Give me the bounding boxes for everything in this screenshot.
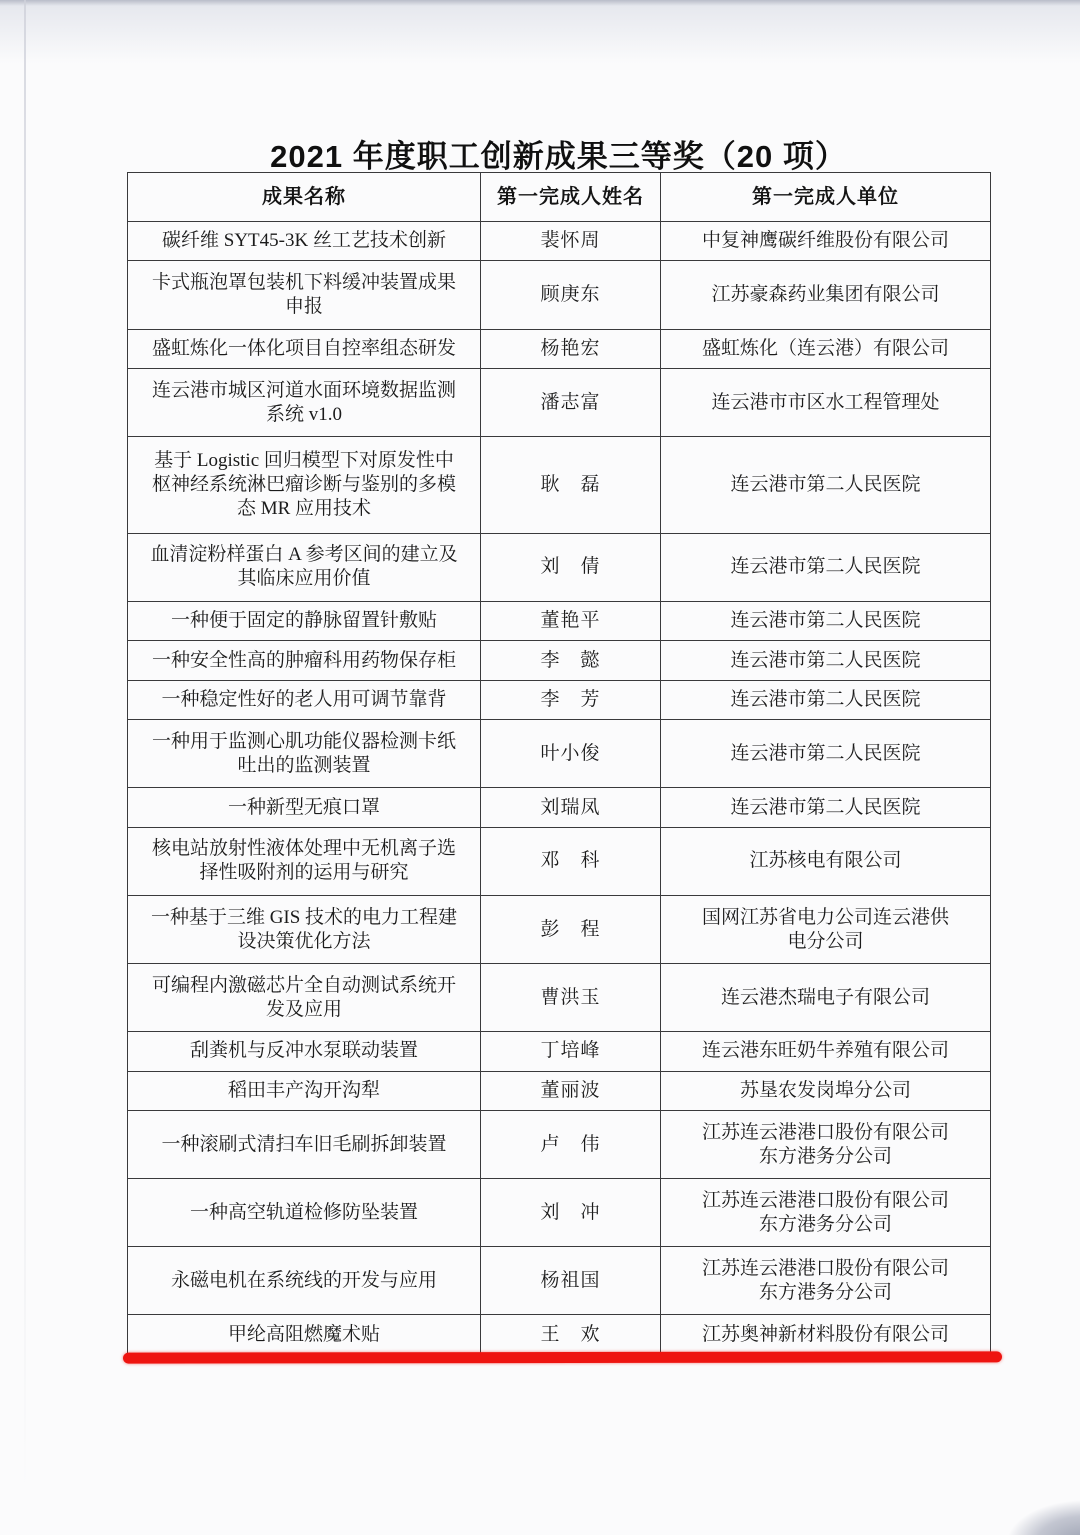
- name-cell: 邓 科: [481, 827, 661, 895]
- achievement-cell: 可编程内激磁芯片全自动测试系统开发及应用: [128, 964, 481, 1032]
- name-cell: 叶小俊: [481, 720, 661, 788]
- name-cell: 杨艳宏: [481, 329, 661, 368]
- unit-cell: 连云港市第二人民医院: [661, 788, 991, 827]
- achievement-cell: 卡式瓶泡罩包装机下料缓冲装置成果申报: [128, 261, 481, 329]
- table-row: [128, 222, 991, 261]
- name-cell: 丁培峰: [481, 1032, 661, 1071]
- unit-cell: 连云港市第二人民医院: [661, 720, 991, 788]
- unit-cell: 连云港市第二人民医院: [661, 533, 991, 601]
- table-row: [128, 437, 991, 534]
- table-row: [128, 964, 991, 1032]
- achievement-cell: 甲纶高阻燃魔术贴: [128, 1315, 481, 1355]
- name-cell: 耿 磊: [481, 437, 661, 534]
- unit-cell: 中复神鹰碳纤维股份有限公司: [661, 222, 991, 261]
- table-row: [128, 1071, 991, 1110]
- table-row: [128, 788, 991, 827]
- unit-cell: 盛虹炼化（连云港）有限公司: [661, 329, 991, 368]
- award-table: [127, 172, 991, 1355]
- header-row: [128, 173, 991, 222]
- unit-cell: 连云港市第二人民医院: [661, 602, 991, 641]
- unit-cell: 江苏奥神新材料股份有限公司: [661, 1315, 991, 1355]
- name-cell: 裴怀周: [481, 222, 661, 261]
- table-row: [128, 895, 991, 963]
- achievement-cell: 基于 Logistic 回归模型下对原发性中枢神经系统淋巴瘤诊断与鉴别的多模态 MR 应用技术: [128, 437, 481, 534]
- unit-cell: 江苏豪森药业集团有限公司: [661, 261, 991, 329]
- name-cell: 顾庚东: [481, 261, 661, 329]
- page-title: 2021 年度职工创新成果三等奖（20 项）: [270, 139, 847, 174]
- unit-cell: 江苏连云港港口股份有限公司东方港务分公司: [661, 1179, 991, 1247]
- achievement-cell: 一种基于三维 GIS 技术的电力工程建设决策优化方法: [128, 895, 481, 963]
- name-cell: 董艳平: [481, 602, 661, 641]
- achievement-cell: 一种新型无痕口罩: [128, 788, 481, 827]
- name-cell: 李 懿: [481, 641, 661, 680]
- table-row: [128, 827, 991, 895]
- name-cell: 李 芳: [481, 680, 661, 719]
- award-table-wrap: [127, 172, 991, 1355]
- column-header-0: 成果名称: [128, 173, 481, 222]
- unit-cell: 江苏核电有限公司: [661, 827, 991, 895]
- achievement-cell: 一种滚刷式清扫车旧毛刷拆卸装置: [128, 1111, 481, 1179]
- table-row: [128, 641, 991, 680]
- scan-left-edge-line: [24, 0, 26, 1490]
- table-row: [128, 368, 991, 436]
- unit-cell: 连云港杰瑞电子有限公司: [661, 964, 991, 1032]
- table-row: [128, 533, 991, 601]
- achievement-cell: 连云港市城区河道水面环境数据监测系统 v1.0: [128, 368, 481, 436]
- scan-corner-shadow: [960, 1480, 1080, 1535]
- achievement-cell: 碳纤维 SYT45-3K 丝工艺技术创新: [128, 222, 481, 261]
- achievement-cell: 一种用于监测心肌功能仪器检测卡纸吐出的监测装置: [128, 720, 481, 788]
- achievement-cell: 血清淀粉样蛋白 A 参考区间的建立及其临床应用价值: [128, 533, 481, 601]
- table-row: [128, 1179, 991, 1247]
- name-cell: 曹洪玉: [481, 964, 661, 1032]
- unit-cell: 国网江苏省电力公司连云港供电分公司: [661, 895, 991, 963]
- achievement-cell: 一种高空轨道检修防坠装置: [128, 1179, 481, 1247]
- table-row: [128, 602, 991, 641]
- name-cell: 王 欢: [481, 1315, 661, 1355]
- name-cell: 彭 程: [481, 895, 661, 963]
- table-row: [128, 720, 991, 788]
- unit-cell: 连云港市第二人民医院: [661, 641, 991, 680]
- name-cell: 刘 冲: [481, 1179, 661, 1247]
- achievement-cell: 稻田丰产沟开沟犁: [128, 1071, 481, 1110]
- name-cell: 卢 伟: [481, 1111, 661, 1179]
- unit-cell: 连云港东旺奶牛养殖有限公司: [661, 1032, 991, 1071]
- unit-cell: 苏垦农发岗埠分公司: [661, 1071, 991, 1110]
- unit-cell: 江苏连云港港口股份有限公司东方港务分公司: [661, 1111, 991, 1179]
- unit-cell: 连云港市市区水工程管理处: [661, 368, 991, 436]
- scan-top-edge: [0, 0, 1080, 70]
- achievement-cell: 一种安全性高的肿瘤科用药物保存柜: [128, 641, 481, 680]
- table-row: [128, 1111, 991, 1179]
- table-body: [128, 222, 991, 1355]
- column-header-2: 第一完成人单位: [661, 173, 991, 222]
- name-cell: 杨祖国: [481, 1247, 661, 1315]
- achievement-cell: 一种稳定性好的老人用可调节靠背: [128, 680, 481, 719]
- unit-cell: 江苏连云港港口股份有限公司东方港务分公司: [661, 1247, 991, 1315]
- achievement-cell: 盛虹炼化一体化项目自控率组态研发: [128, 329, 481, 368]
- name-cell: 刘瑞凤: [481, 788, 661, 827]
- unit-cell: 连云港市第二人民医院: [661, 437, 991, 534]
- name-cell: 董丽波: [481, 1071, 661, 1110]
- unit-cell: 连云港市第二人民医院: [661, 680, 991, 719]
- name-cell: 刘 倩: [481, 533, 661, 601]
- table-row: [128, 329, 991, 368]
- achievement-cell: 永磁电机在系统线的开发与应用: [128, 1247, 481, 1315]
- achievement-cell: 一种便于固定的静脉留置针敷贴: [128, 602, 481, 641]
- table-row: [128, 1315, 991, 1355]
- achievement-cell: 核电站放射性液体处理中无机离子选择性吸附剂的运用与研究: [128, 827, 481, 895]
- name-cell: 潘志富: [481, 368, 661, 436]
- achievement-cell: 刮粪机与反冲水泵联动装置: [128, 1032, 481, 1071]
- table-row: [128, 1032, 991, 1071]
- table-row: [128, 680, 991, 719]
- table-row: [128, 261, 991, 329]
- table-row: [128, 1247, 991, 1315]
- highlight-underline: [123, 1351, 1002, 1363]
- column-header-1: 第一完成人姓名: [481, 173, 661, 222]
